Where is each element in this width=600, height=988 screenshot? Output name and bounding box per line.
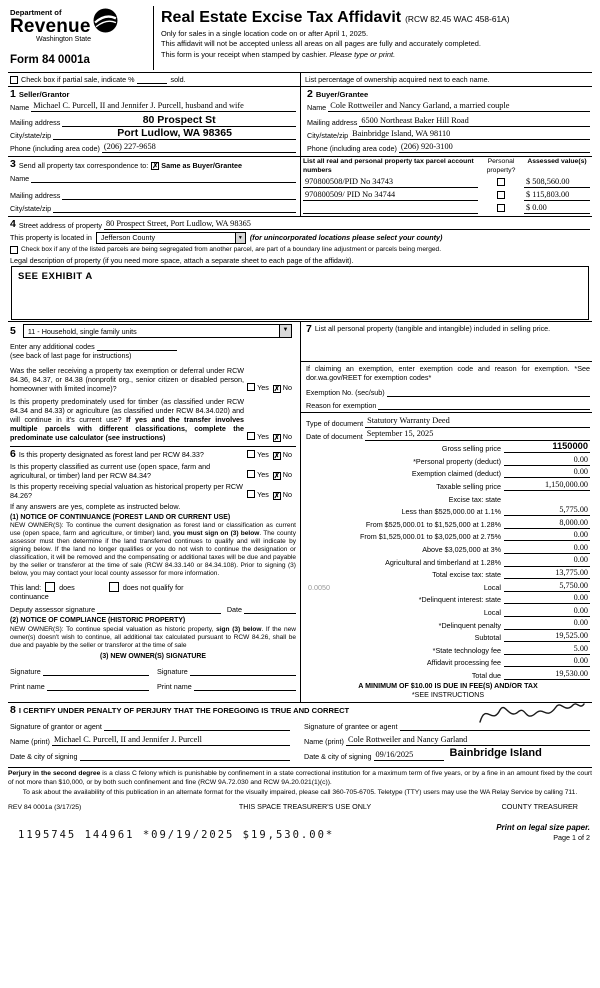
corr-mailing-label: Mailing address [10, 190, 61, 200]
section-certification [8, 702, 592, 764]
type-of-document-input[interactable]: Statutory Warranty Deed [365, 416, 590, 427]
additional-codes-input[interactable] [97, 342, 177, 351]
no-label: No [282, 449, 292, 459]
does-label: does [59, 582, 75, 592]
correspondence-parcels-row [8, 156, 592, 216]
print-size-note: Print on legal size paper. [496, 822, 590, 832]
forest-yes-checkbox[interactable] [247, 450, 255, 458]
deputy-assessor-signature-input[interactable] [97, 605, 221, 614]
this-land-label: This land: [10, 582, 42, 592]
tax-row-subtotal: Subtotal 19,525.00 [474, 630, 588, 643]
tax-row-delinquent-penalty: *Delinquent penalty 0.00 [438, 618, 588, 630]
certification-title: I CERTIFY UNDER PENALTY OF PERJURY THAT THE FOREGOING IS TRUE AND CORRECT [18, 705, 350, 715]
top-bar [8, 72, 592, 87]
section-7-number: 7 [306, 323, 312, 336]
no-label: No [282, 489, 292, 499]
segregated-label: Check box if any of the listed parcels are being segregated from another parcel, are part of a boundary line adjustment or parcels being merged. [21, 245, 442, 253]
timber-yes-checkbox[interactable] [247, 432, 255, 440]
land-use-selected-value: 11 - Household, single family units [27, 326, 137, 336]
section-4-number: 4 [10, 218, 16, 231]
buyer-mailing-label: Mailing address [307, 118, 358, 128]
parcel-row [303, 188, 590, 201]
buyer-title: Buyer/Grantee [315, 89, 369, 99]
buyer-phone-input[interactable]: (206) 920-3100 [399, 142, 590, 153]
gross-selling-price-input[interactable]: 1150000 [504, 441, 590, 454]
seller-city-label: City/state/zip [10, 131, 52, 141]
personal-property-list-area[interactable] [306, 335, 590, 359]
timber-agriculture-question [10, 397, 296, 442]
personal-property-checkbox[interactable] [497, 191, 505, 199]
grantor-name-input[interactable]: Michael C. Purcell, II and Jennifer J. Purcell [52, 735, 290, 746]
treasurer-space-label: THIS SPACE TREASURER'S USE ONLY [238, 802, 372, 812]
tax-row-agricultural: Agricultural and timberland at 1.28% 0.00 [385, 555, 588, 567]
local-tax-input[interactable]: 5,750.00 [504, 581, 590, 592]
notice-compliance-body: NEW OWNER(S): To continue special valuation as historic property, sign (3) below. If the new owner(s) doesn't wish to continue, all additional tax calculated pursuant to RCW 84.26, shall be due and payable by the seller or transferor at the time of sale [10, 625, 297, 649]
seller-name-label: Name [10, 103, 30, 113]
parcel-number-input[interactable]: 970800508/PID No 34743 [303, 177, 478, 188]
new-owner-signature-input[interactable] [43, 667, 149, 676]
delinquent-interest-state-input[interactable]: 0.00 [504, 593, 590, 604]
delinquent-penalty-input[interactable]: 0.00 [504, 618, 590, 629]
tier4-tax-input[interactable]: 0.00 [504, 543, 590, 554]
assessed-value-input[interactable]: $ 115,803.00 [524, 190, 590, 201]
new-owner-printname-input[interactable] [47, 682, 149, 691]
street-address-label: Street address of property [18, 220, 102, 230]
county-note: (for unincorporated locations please select your county) [249, 233, 443, 243]
assessed-value-col-header: Assessed value(s) [527, 158, 587, 166]
grantor-name-print-label: Name (print) [10, 737, 50, 747]
new-owner-printname-row [10, 682, 296, 691]
exemption-no-checkbox[interactable]: ✗ [273, 386, 280, 394]
legal-description-label: Legal description of property (if you need more space, attach a separate sheet to each page of the affidavit). [10, 256, 354, 266]
q-historic-text: Is this property receiving special valuation as historical property per RCW 84.26? [10, 481, 243, 500]
grantee-date-city-label: Date & city of signing [304, 752, 372, 762]
new-owner-printname-input[interactable] [194, 682, 296, 691]
timber-no-checkbox[interactable]: ✗ [273, 435, 280, 443]
same-as-buyer-checkbox[interactable]: ✗ [152, 162, 159, 170]
dor-logo-icon [93, 8, 118, 33]
new-owner-signature-input[interactable] [190, 667, 296, 676]
does-checkbox[interactable] [45, 582, 55, 592]
grantor-signature-label: Signature of grantor or agent [10, 722, 102, 732]
tax-row-personal-deduct: *Personal property (deduct) 0.00 [413, 454, 588, 466]
yes-label: Yes [257, 383, 269, 393]
tax-row-total-due: Total due 19,530.00 [471, 668, 588, 680]
section-5-number: 5 [10, 324, 16, 337]
land-use-select[interactable] [23, 324, 292, 338]
grantee-name-input[interactable]: Cole Rottweiler and Nancy Garland [346, 735, 590, 746]
exemption-note: If claiming an exemption, enter exemption code and reason for exemption. *See dor.wa.gov/REET for exemption codes* [306, 363, 590, 382]
historic-yes-checkbox[interactable] [247, 490, 255, 498]
tax-row-delinquent-interest-state: *Delinquent interest: state 0.00 [418, 593, 588, 605]
no-label: No [282, 432, 292, 442]
seller-mailing-label: Mailing address [10, 118, 61, 128]
seller-title: Seller/Grantor [18, 89, 70, 99]
buyer-phone-label: Phone (including area code) [307, 144, 397, 154]
taxable-selling-price-input[interactable]: 1,150,000.00 [504, 480, 590, 491]
additional-codes-note: (see back of last page for instructions) [10, 351, 132, 361]
does-not-label: does not qualify for [122, 582, 184, 592]
parcel-table-header [303, 158, 590, 175]
partial-sale-checkbox[interactable] [10, 76, 18, 84]
historic-property-question [10, 482, 296, 500]
divider [301, 361, 592, 362]
street-address-input[interactable]: 80 Prospect Street, Port Ludlow, WA 98365 [104, 219, 590, 230]
county-selected-value: Jefferson County [100, 233, 156, 243]
affidavit-fee-input[interactable]: 0.00 [504, 656, 590, 667]
grantee-date-input[interactable]: 09/16/2025 [374, 750, 444, 761]
reason-for-exemption-label: Reason for exemption [306, 400, 377, 410]
county-treasurer-label: COUNTY TREASURER [501, 802, 578, 812]
does-not-checkbox[interactable] [109, 582, 119, 592]
section-buyer [300, 87, 592, 157]
legal-description-box[interactable] [11, 266, 589, 320]
located-in-label: This property is located in [10, 233, 92, 243]
county-select[interactable] [96, 232, 246, 244]
tax-row-tier2: From $525,000.01 to $1,525,000 at 1.28% 8,000.00 [365, 517, 588, 529]
print-name-label: Print name [157, 682, 192, 692]
notice-continuance-body: NEW OWNER(S): To continue the current designation as forest land or classification as current use (open space, farm and agriculture, or timber) land, you must sign on (3) below. The county assessor must then determine if the land transferred continues to qualify and will indicate by signing below. If the land no longer qualifies or you do not wish to continue the designation or classification, it will be removed and the compensating or additional taxes will be due and payable by the seller or transferor at the time of sale (RCW 84.33.140 or 84.34.108). Prior to signing (3) below, you may contact your local county assessor for more information. [10, 522, 296, 578]
personal-property-col-header: Personal property? [486, 158, 516, 174]
print-name-label: Print name [10, 682, 45, 692]
q-current-use-text: Is this property classified as current use (open space, farm and agricultural, or timber) land per RCW 84.34? [10, 461, 211, 480]
tax-row-total-state: Total excise tax: state 13,775.00 [432, 567, 588, 580]
parties-row [8, 87, 592, 157]
title-block [154, 6, 592, 70]
grantee-city-value: Bainbridge Island [449, 747, 542, 760]
tier1-tax-input[interactable]: 5,775.00 [504, 505, 590, 516]
notice-compliance-title: (2) NOTICE OF COMPLIANCE (HISTORIC PROPERTY) [10, 617, 186, 625]
grantee-signature-scribble [476, 698, 586, 728]
exemption-no-input[interactable] [387, 388, 590, 397]
tax-row-tier3: From $1,525,000.01 to $3,025,000 at 2.75% 0.00 [359, 530, 588, 542]
type-of-document-label: Type of document [306, 418, 364, 428]
tax-row-tier1: Less than $525,000.00 at 1.1% 5,775.00 [401, 505, 588, 517]
q-exemption-text: Was the seller receiving a property tax exemption or deferral under RCW 84.36, 84.37, or 84.38 (nonprofit org., senior citizen or disabled person, homeowner with limited income)? [10, 366, 245, 394]
section-seller [8, 87, 300, 157]
date-of-document-input[interactable]: September 15, 2025 [365, 429, 590, 440]
personal-property-checkbox[interactable] [497, 204, 505, 212]
delinquent-interest-local-input[interactable]: 0.00 [504, 606, 590, 617]
yes-label: Yes [257, 489, 269, 499]
additional-codes-label: Enter any additional codes [10, 342, 95, 352]
land-qualify-row [10, 582, 296, 592]
section-6-number: 6 [10, 448, 16, 461]
section-1-number: 1 [10, 87, 16, 100]
no-label: No [282, 469, 292, 479]
new-owners-signature-title: (3) NEW OWNER(S) SIGNATURE [100, 652, 206, 660]
grantor-date-city-input[interactable] [80, 752, 290, 761]
form-header [8, 6, 592, 70]
grantor-signature-input[interactable] [104, 722, 290, 731]
assessed-value-input[interactable]: $ 508,560.00 [524, 177, 590, 188]
washington-state-label: Washington State [36, 36, 91, 44]
divider [301, 412, 592, 413]
grantee-signature-label: Signature of grantee or agent [304, 722, 398, 732]
partial-sale-suffix: sold. [170, 74, 186, 84]
perjury-notice: Perjury in the second degree is a class C felony which is punishable by confinement in a state correctional institution for a maximum term of five years, or by a fine in an amount fixed by the court of not more than $10,000, or by both such confinement and fine (RCW 9A.72.030 and RCW 9A.20.021(1)(c)). [8, 767, 592, 787]
section-property-location [8, 216, 592, 322]
personal-property-deduct-input[interactable]: 0.00 [504, 455, 590, 466]
tax-row-exemption-deduct: Exemption claimed (deduct) 0.00 [411, 467, 588, 479]
personal-property-checkbox[interactable] [497, 178, 505, 186]
chevron-down-icon[interactable]: ▼ [235, 233, 245, 243]
deputy-assessor-label: Deputy assessor signature [10, 605, 96, 615]
parcel-col-header: List all real and personal property tax parcel account numbers [303, 158, 474, 174]
yes-label: Yes [257, 449, 269, 459]
header-note-2: This affidavit will not be accepted unless all areas on all pages are fully and accurately completed. [161, 39, 481, 49]
exemption-no-label: Exemption No. (sec/sub) [306, 387, 385, 397]
chevron-down-icon[interactable]: ▼ [279, 325, 291, 337]
legal-description-text: SEE EXHIBIT A [18, 271, 93, 283]
tier2-tax-input[interactable]: 8,000.00 [504, 518, 590, 529]
header-note-1: Only for sales in a single location code on or after April 1, 2025. [161, 29, 369, 38]
tax-row-delinquent-interest-local: Local 0.00 [483, 605, 588, 618]
tax-row-gross: Gross selling price 1150000 [441, 440, 588, 454]
reason-for-exemption-input[interactable] [378, 401, 590, 410]
main-columns [8, 321, 592, 702]
deputy-date-input[interactable] [244, 605, 296, 614]
left-column [8, 322, 300, 702]
historic-no-checkbox[interactable]: ✗ [273, 492, 280, 500]
corr-name-label: Name [10, 173, 30, 183]
new-owner-signature-row [10, 667, 296, 676]
parcel-number-input[interactable] [303, 213, 478, 214]
buyer-city-label: City/state/zip [307, 131, 349, 141]
tier3-tax-input[interactable]: 0.00 [504, 530, 590, 541]
exemption-claimed-input[interactable]: 0.00 [504, 467, 590, 478]
revenue-wordmark: Revenue [10, 16, 91, 38]
accessibility-note: To ask about the availability of this publication in an alternate format for the visually impaired, please call 360-705-6705. Teletype (TTY) users may use the WA Relay Service by calling 711. [22, 788, 578, 796]
stamp-row [8, 823, 592, 842]
tax-row-affidavit-fee: Affidavit processing fee 0.00 [426, 656, 588, 668]
seller-name-input[interactable]: Michael C. Purcell, II and Jennifer J. Purcell, husband and wife [31, 101, 296, 112]
if-yes-note: If any answers are yes, complete as instructed below. [10, 501, 181, 511]
exemption-deferral-question [10, 366, 296, 393]
tax-row-tier4: Above $3,025,000 at 3% 0.00 [422, 542, 588, 555]
segregated-checkbox[interactable] [10, 246, 18, 254]
agency-block [8, 6, 154, 70]
grantee-certification [300, 716, 590, 761]
page-number: Page 1 of 2 [553, 832, 590, 842]
corr-name-input[interactable] [31, 174, 296, 183]
treasurer-row [8, 802, 592, 812]
rev-form-id: REV 84 0001a (3/17/25) [8, 804, 82, 812]
q-timber-text: Is this property predominately used for timber (as classified under RCW 84.34 and 84.33) or agriculture (as classified under RCW 84.34.020) and will continue in it's current use? If yes and the transfer involves multiple parcels with different classifications, complete the predominate use calculator (see instructions) [10, 397, 245, 443]
no-label: No [282, 383, 292, 393]
personal-property-intro: List all personal property (tangible and intangible) included in selling price. [314, 324, 551, 334]
yes-label: Yes [257, 469, 269, 479]
dept-of-label: Department of [10, 8, 62, 17]
exemption-yes-checkbox[interactable] [247, 383, 255, 391]
signature-label: Signature [10, 667, 41, 677]
section-3-number: 3 [10, 158, 16, 171]
form-number: Form 84 0001a [10, 54, 90, 67]
parcel-table [300, 157, 592, 216]
header-note-3: This form is your receipt when stamped by cashier. Please type or print. [161, 49, 396, 59]
local-rate-stamp: 0.0050 [308, 582, 330, 592]
seller-city-input[interactable]: Port Ludlow, WA 98365 [53, 128, 296, 140]
grantor-date-city-label: Date & city of signing [10, 752, 78, 762]
partial-sale-percent-input[interactable] [137, 76, 167, 84]
grantor-certification [10, 716, 300, 761]
parcel-row [303, 175, 590, 188]
see-instructions-note: *SEE INSTRUCTIONS [411, 690, 485, 699]
section-2-number: 2 [307, 87, 313, 100]
correspondence-label: Send all property tax correspondence to: [18, 160, 149, 170]
section-8-number: 8 [10, 703, 16, 716]
subtotal-input[interactable]: 19,525.00 [504, 631, 590, 642]
total-due-input[interactable]: 19,530.00 [504, 669, 590, 680]
partial-sale-label: Check box if partial sale, indicate % [21, 74, 135, 84]
parcel-number-input[interactable]: 970800509/ PID No 34744 [303, 190, 478, 201]
current-use-question [10, 462, 296, 480]
technology-fee-input[interactable]: 5.00 [504, 644, 590, 655]
section-correspondence [8, 157, 300, 216]
continuance-label: continuance [10, 592, 49, 602]
right-column [300, 322, 592, 702]
form-title-rcw: (RCW 82.45 WAC 458-61A) [405, 14, 510, 24]
assessed-value-input[interactable]: $ 0.00 [524, 203, 590, 214]
yes-label: Yes [257, 432, 269, 442]
minimum-due-note: A MINIMUM OF $10.00 IS DUE IN FEE(S) AND/OR TAX [358, 681, 538, 690]
deputy-date-label: Date [226, 605, 242, 615]
total-state-excise-input[interactable]: 13,775.00 [504, 568, 590, 579]
forest-no-checkbox[interactable]: ✗ [273, 452, 280, 460]
date-of-document-label: Date of document [306, 431, 363, 441]
seller-phone-label: Phone (including area code) [10, 144, 100, 154]
parcel-row [303, 201, 590, 214]
ownership-note: List percentage of ownership acquired next to each name. [300, 73, 592, 86]
buyer-name-input[interactable]: Cole Rottweiler and Nancy Garland, a married couple [328, 101, 590, 112]
current-use-yes-checkbox[interactable] [247, 470, 255, 478]
section-designations [10, 446, 296, 691]
cashier-stamp: 1195745 144961 *09/19/2025 $19,530.00* [18, 828, 335, 841]
same-as-buyer-label: Same as Buyer/Grantee [161, 160, 242, 170]
corr-city-input[interactable] [53, 204, 296, 213]
tax-row-technology-fee: *State technology fee 5.00 [432, 643, 588, 655]
buyer-city-input[interactable]: Bainbridge Island, WA 98110 [350, 129, 590, 140]
notice-continuance-title: (1) NOTICE OF CONTINUANCE (FOREST LAND OR CURRENT USE) [10, 513, 231, 521]
seller-mailing-input[interactable]: 80 Prospect St [62, 115, 296, 127]
tax-row-local: 0.0050 Local 5,750.00 [308, 580, 588, 592]
forest-land-question [10, 449, 296, 460]
q-forest-text: Is this property designated as forest land per RCW 84.33? [18, 450, 204, 460]
tax-row-taxable: Taxable selling price 1,150,000.00 [436, 479, 588, 492]
corr-city-label: City/state/zip [10, 203, 52, 213]
corr-mailing-input[interactable] [62, 191, 296, 200]
buyer-name-label: Name [307, 103, 327, 113]
signature-label: Signature [157, 667, 188, 677]
agricultural-tax-input[interactable]: 0.00 [504, 555, 590, 566]
form-title: Real Estate Excise Tax Affidavit [161, 9, 402, 26]
seller-phone-input[interactable]: (206) 227-9658 [102, 142, 296, 153]
buyer-mailing-input[interactable]: 6500 Northeast Baker Hill Road [359, 116, 590, 127]
grantee-name-print-label: Name (print) [304, 737, 344, 747]
tax-row-excise-header: Excise tax: state [448, 494, 501, 504]
current-use-no-checkbox[interactable]: ✗ [273, 472, 280, 480]
